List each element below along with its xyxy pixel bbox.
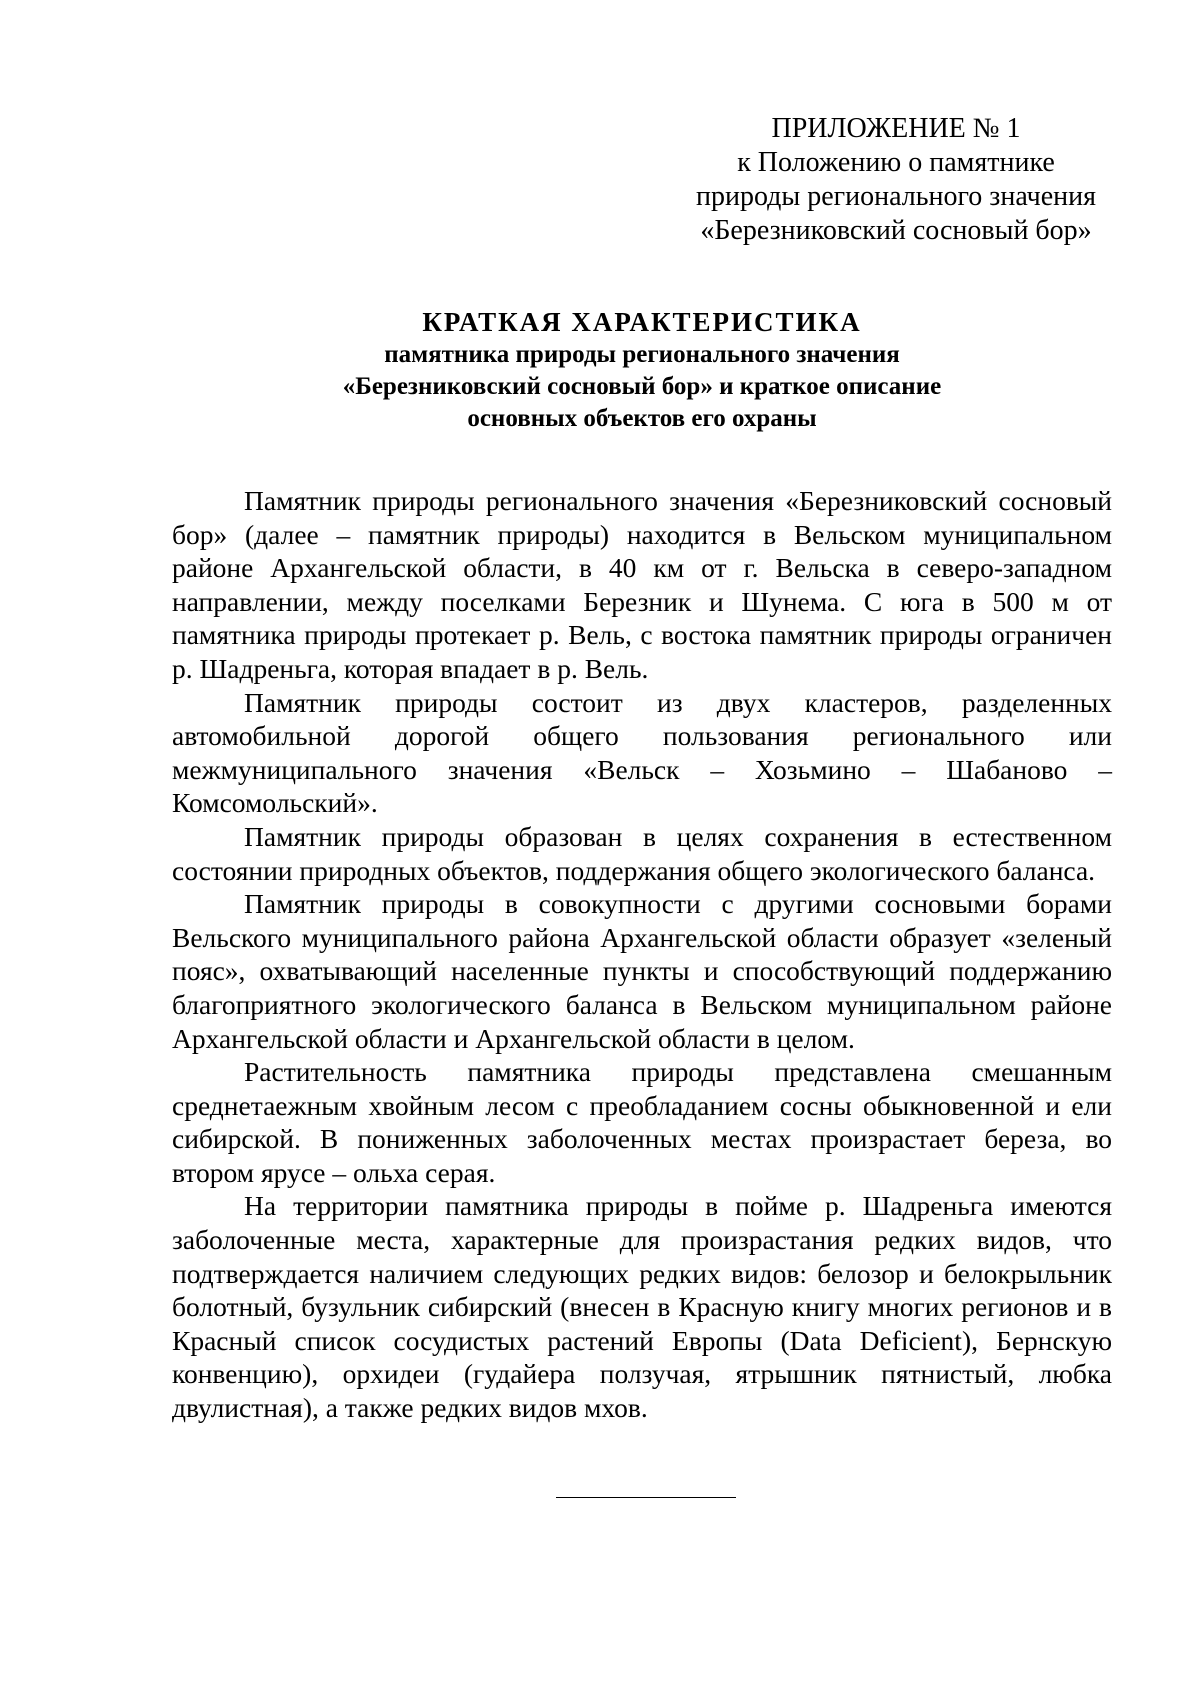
appendix-reference-line: к Положению о памятнике — [737, 147, 1055, 178]
document-title: КРАТКАЯ ХАРАКТЕРИСТИКА — [422, 307, 862, 337]
appendix-header — [680, 112, 1112, 248]
paragraph-purpose: Памятник природы образован в целях сохранения в естественном состоянии природных объектов, поддержания общего экологического баланса. — [172, 820, 1112, 886]
body-text — [172, 484, 1112, 1425]
document-title-block — [172, 305, 1112, 435]
appendix-reference-line: природы регионального значения — [696, 181, 1096, 212]
paragraph-green-belt: Памятник природы в совокупности с другими сосновыми борами Вельского муниципального района Архангельской области образует «зеленый пояс», охватывающий населенные пункты и способствующий поддержанию благоприятного экологического баланса в Вельском муниципальном районе Архангельской области и Архангельской области в целом. — [172, 888, 1112, 1054]
document-subtitle-line: памятника природы регионального значения — [384, 341, 900, 368]
document-subtitle-line: «Березниковский сосновый бор» и краткое описание — [342, 373, 942, 400]
paragraph-location: Памятник природы регионального значения «Березниковский сосновый бор» (далее – памятник природы) находится в Вельском муниципальном районе Архангельской области, в 40 км от г. Вельска в северо-западном направлении, между поселками Березник и Шунема. С юга в 500 м от памятника природы протекает р. Вель, с востока памятник природы ограничен р. Шадреньга, которая впадает в р. Вель. — [172, 485, 1112, 684]
end-separator-line — [556, 1497, 736, 1498]
paragraph-clusters: Памятник природы состоит из двух кластеров, разделенных автомобильной дорогой общего пользования регионального или межмуниципального значения «Вельск – Хозьмино – Шабаново – Комсомольский». — [172, 686, 1112, 819]
appendix-reference-line: «Березниковский сосновый бор» — [700, 215, 1092, 246]
paragraph-vegetation: Растительность памятника природы представлена смешанным среднетаежным хвойным лесом с преобладанием сосны обыкновенной и ели сибирской. В пониженных заболоченных местах произрастает береза, во втором ярусе – ольха серая. — [172, 1056, 1112, 1188]
paragraph-rare-species: На территории памятника природы в пойме р. Шадреньга имеются заболоченные места, характерные для произрастания редких видов, что подтверждается наличием следующих редких видов: белозор и белокрыльник болотный, бузульник сибирский (внесен в Красную книгу многих регионов и в Красный список сосудистых растений Европы (Data Deficient), Бернскую конвенцию), орхидеи (гудайера ползучая, ятрышник пятнистый, любка двулистная), а также редких видов мхов. — [172, 1190, 1112, 1424]
document-subtitle-line: основных объектов его охраны — [467, 405, 817, 432]
appendix-number: ПРИЛОЖЕНИЕ № 1 — [771, 113, 1021, 144]
